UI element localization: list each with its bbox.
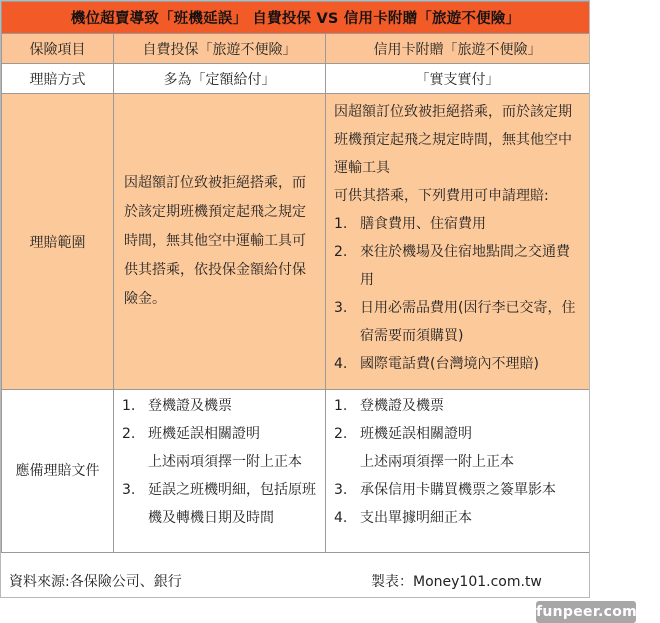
docs-self-paid-list-2 <box>122 476 319 532</box>
docs-row <box>2 390 590 553</box>
docs-credit-note: 上述兩項須擇一附上正本 <box>360 454 514 470</box>
docs-credit-card <box>326 390 589 532</box>
docs-self-paid-note: 上述兩項須擇一附上正本 <box>148 454 302 470</box>
list-item: 4. 支出單據明細正本 <box>334 510 472 526</box>
scope-credit-lead: 可供其搭乘，下列費用可申請理賠: <box>334 188 549 204</box>
list-item: 2. 班機延誤相關證明 <box>334 426 472 442</box>
scope-credit-card-cell <box>326 94 590 390</box>
docs-self-paid <box>114 390 325 532</box>
list-item: 3. 延誤之班機明細，包括原班機及轉機日期及時間 <box>122 482 316 526</box>
list-item: 1. 登機證及機票 <box>334 398 444 414</box>
docs-self-paid-list <box>122 392 319 448</box>
comparison-table <box>1 1 590 553</box>
list-item: 1. 膳食費用、住宿費用 <box>334 216 486 232</box>
scope-self-paid-cell <box>114 94 326 390</box>
list-item: 2. 來往於機場及住宿地點間之交通費用 <box>334 244 570 288</box>
docs-label: 應備理賠文件 <box>2 390 114 553</box>
list-item: 4. 國際電話費(台灣境內不理賠) <box>334 356 539 372</box>
method-row <box>2 64 590 94</box>
table-title: 機位超賣導致「班機延誤」 自費投保 VS 信用卡附贈「旅遊不便險」 <box>2 2 590 34</box>
method-credit-card: 「實支實付」 <box>326 64 590 94</box>
header-self-paid: 自費投保「旅遊不便險」 <box>114 34 326 64</box>
title-row <box>2 2 590 34</box>
list-item: 2. 班機延誤相關證明 <box>122 426 260 442</box>
scope-credit-card <box>326 94 589 378</box>
scope-credit-list <box>334 210 583 378</box>
list-item: 3. 日用必需品費用(因行李已交寄，住宿需要而須購買) <box>334 300 576 344</box>
header-credit-card: 信用卡附贈「旅遊不便險」 <box>326 34 590 64</box>
method-label: 理賠方式 <box>2 64 114 94</box>
list-item: 1. 登機證及機票 <box>122 398 232 414</box>
scope-credit-intro: 因超額訂位致被拒絕搭乘，而於該定期班機預定起飛之規定時間，無其他空中運輸工具 <box>334 104 572 176</box>
method-self-paid: 多為「定額給付」 <box>114 64 326 94</box>
scope-label: 理賠範圍 <box>2 94 114 390</box>
docs-credit-list <box>334 392 583 448</box>
docs-credit-list-2 <box>334 476 583 532</box>
scope-self-paid: 因超額訂位致被拒絕搭乘，而於該定期班機預定起飛之規定時間，無其他空中運輸工具可供其搭乘，依投保金額給付保險金。 <box>124 175 306 307</box>
credit-note: 製表：Money101.com.tw <box>371 574 542 590</box>
watermark: funpeer.com <box>536 601 636 623</box>
docs-credit-card-cell <box>326 390 590 553</box>
list-item: 3. 承保信用卡購買機票之簽單影本 <box>334 482 556 498</box>
header-row <box>2 34 590 64</box>
scope-row <box>2 94 590 390</box>
source-note: 資料來源:各保險公司、銀行 <box>9 574 182 590</box>
docs-self-paid-cell <box>114 390 326 553</box>
header-item: 保險項目 <box>2 34 114 64</box>
